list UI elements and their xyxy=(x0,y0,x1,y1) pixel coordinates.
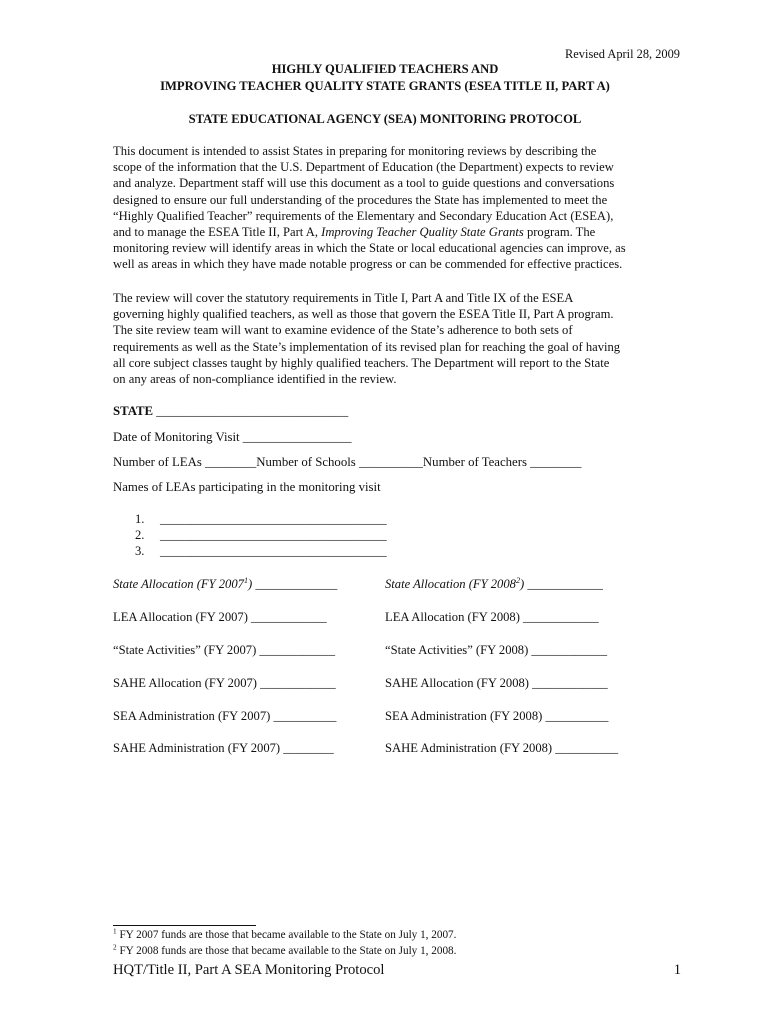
paragraph-line: and to manage the ESEA Title II, Part A, Improving Teacher Quality State Grants program. The xyxy=(113,225,596,240)
list-number: 1. xyxy=(135,512,145,526)
state-allocation-fy2008[interactable] xyxy=(385,577,603,592)
lea-allocation-fy2007[interactable]: LEA Allocation (FY 2007) ____________ xyxy=(113,610,327,624)
lea-names-label: Names of LEAs participating in the monitoring visit xyxy=(113,480,381,494)
state-allocation-fy2007[interactable] xyxy=(113,577,337,592)
paragraph-line: scope of the information that the U.S. Department of Education (the Department) expects to review xyxy=(113,160,614,175)
lea-list-item[interactable] xyxy=(135,528,387,543)
paragraph-line: governing highly qualified teachers, as well as those that govern the ESEA Title II, Part A program. xyxy=(113,307,614,322)
footnote-number: 1 xyxy=(113,927,117,936)
sahe-administration-fy2008[interactable]: SAHE Administration (FY 2008) __________ xyxy=(385,741,619,755)
intro-paragraph-2 xyxy=(113,290,675,387)
footnote-ref: 2 xyxy=(515,575,521,585)
paragraph-line: and analyze. Department staff will use this document as a tool to guide questions and conversations xyxy=(113,176,615,191)
lea-list-item[interactable] xyxy=(135,512,387,527)
paragraph-line: on any areas of non-compliance identified in the review. xyxy=(113,372,397,387)
document-subtitle: STATE EDUCATIONAL AGENCY (SEA) MONITORING PROTOCOL xyxy=(188,112,582,126)
footnote-2: $^2$ FY 2008 funds are those that became available to the State on July 1, 2008. xyxy=(113,943,457,957)
sea-administration-fy2007[interactable]: SEA Administration (FY 2007) __________ xyxy=(113,709,337,723)
intro-paragraph-1 xyxy=(113,143,675,273)
lea-list-item[interactable] xyxy=(135,544,387,559)
footnote-ref: 1 xyxy=(243,575,249,585)
state-activities-fy2008[interactable]: “State Activities” (FY 2008) ____________ xyxy=(385,643,607,657)
revised-date: Revised April 28, 2009 xyxy=(565,47,680,61)
counts-field[interactable]: Number of LEAs ________Number of Schools __________Number of Teachers ________ xyxy=(113,455,582,469)
state-label: STATE xyxy=(113,404,154,418)
lea-blank[interactable]: ____________________________________ xyxy=(160,544,387,558)
footnote-separator xyxy=(113,925,256,926)
sahe-administration-fy2007[interactable]: SAHE Administration (FY 2007) ________ xyxy=(113,741,334,755)
lea-blank[interactable]: ____________________________________ xyxy=(160,528,387,542)
state-blank[interactable]: ______________________________ xyxy=(153,404,349,418)
alloc-label: State Allocation (FY 2007$^1$) _____________ xyxy=(113,575,338,591)
lea-blank[interactable]: ____________________________________ xyxy=(160,512,387,526)
paragraph-line: The review will cover the statutory requirements in Title I, Part A and Title IX of the ESEA xyxy=(113,291,574,305)
paragraph-line: requirements as well as the State’s implementation of its revised plan for reaching the goal of having xyxy=(113,339,621,354)
paragraph-line: well as areas in which they have made notable progress or can be commended for effective practices. xyxy=(113,257,623,272)
sahe-allocation-fy2008[interactable]: SAHE Allocation (FY 2008) ____________ xyxy=(385,676,608,690)
page-number: 1 xyxy=(673,962,681,978)
document-title-line-2: IMPROVING TEACHER QUALITY STATE GRANTS (ESEA TITLE II, PART A) xyxy=(160,79,610,93)
paragraph-line: “Highly Qualified Teacher” requirements of the Elementary and Secondary Education Act (ESEA), xyxy=(113,208,614,223)
paragraph-line: The site review team will want to examine evidence of the State’s adherence to both sets of xyxy=(113,323,573,338)
list-number: 3. xyxy=(135,544,145,558)
alloc-label: State Allocation (FY 2008$^2$) ____________ xyxy=(385,575,603,591)
sahe-allocation-fy2007[interactable]: SAHE Allocation (FY 2007) ____________ xyxy=(113,676,336,690)
state-activities-fy2007[interactable]: “State Activities” (FY 2007) ____________ xyxy=(113,643,335,657)
document-title-line-1: HIGHLY QUALIFIED TEACHERS AND xyxy=(271,62,499,76)
monitoring-date-field[interactable]: Date of Monitoring Visit _________________ xyxy=(113,430,352,444)
program-name-italic: Improving Teacher Quality State Grants xyxy=(321,225,524,240)
paragraph-line: monitoring review will identify areas in which the State or local educational agencies can improve, as xyxy=(113,241,626,256)
state-field[interactable] xyxy=(113,404,348,419)
footnote-1: $^1$ FY 2007 funds are those that became available to the State on July 1, 2007. xyxy=(113,927,457,941)
paragraph-line: designed to ensure our full understanding of the procedures the State has implemented to meet the xyxy=(113,192,608,207)
footnote-number: 2 xyxy=(113,943,117,952)
lea-allocation-fy2008[interactable]: LEA Allocation (FY 2008) ____________ xyxy=(385,610,599,624)
paragraph-line: all core subject classes taught by highly qualified teachers. The Department will report to the State xyxy=(113,355,610,370)
sea-administration-fy2008[interactable]: SEA Administration (FY 2008) __________ xyxy=(385,709,609,723)
footer-title: HQT/Title II, Part A SEA Monitoring Protocol xyxy=(113,962,385,978)
list-number: 2. xyxy=(135,528,145,542)
paragraph-line: This document is intended to assist States in preparing for monitoring reviews by describing the xyxy=(113,144,597,158)
